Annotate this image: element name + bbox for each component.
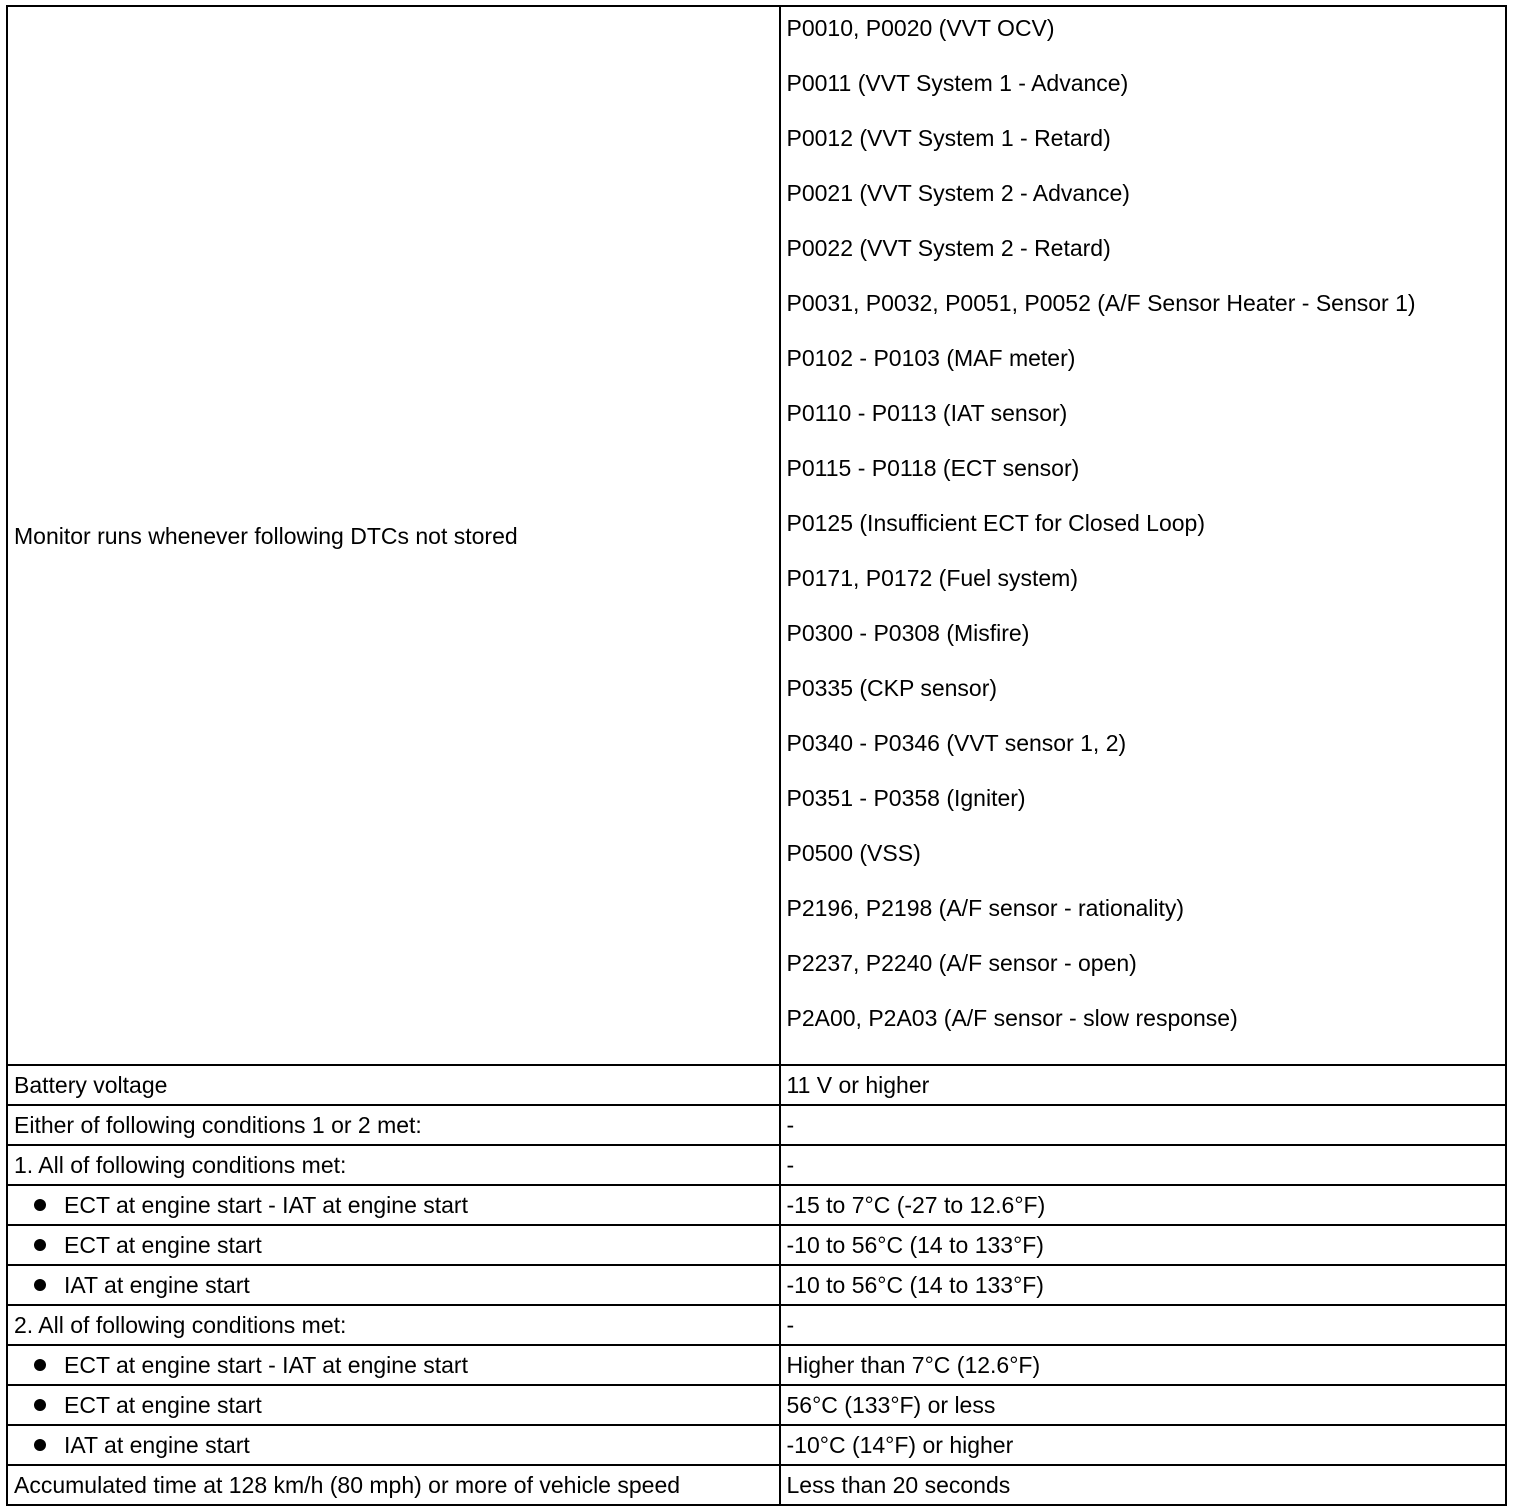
condition-value: -10°C (14°F) or higher xyxy=(780,1425,1507,1465)
table-row xyxy=(7,1145,1506,1185)
dtc-item: P2237, P2240 (A/F sensor - open) xyxy=(786,950,1137,976)
dtc-item: P0010, P0020 (VVT OCV) xyxy=(786,15,1055,41)
bullet-icon xyxy=(34,1399,46,1411)
dtc-item: P0115 - P0118 (ECT sensor) xyxy=(786,455,1080,481)
table-row xyxy=(7,1265,1506,1305)
condition-label: ECT at engine start - IAT at engine start xyxy=(64,1192,468,1218)
condition-label: ECT at engine start xyxy=(64,1392,262,1418)
condition-label: IAT at engine start xyxy=(64,1432,250,1458)
dtc-item: P0102 - P0103 (MAF meter) xyxy=(786,345,1076,371)
condition-value: -15 to 7°C (-27 to 12.6°F) xyxy=(780,1185,1507,1225)
condition-value: - xyxy=(780,1305,1507,1345)
table-row xyxy=(7,1425,1506,1465)
condition-value: -10 to 56°C (14 to 133°F) xyxy=(780,1265,1507,1305)
condition-cell xyxy=(7,1385,780,1425)
dtc-item: P0300 - P0308 (Misfire) xyxy=(786,620,1030,646)
dtc-item: P0500 (VSS) xyxy=(786,840,921,866)
dtc-item: P0351 - P0358 (Igniter) xyxy=(786,785,1026,811)
table-row xyxy=(7,1185,1506,1225)
table-row xyxy=(7,1305,1506,1345)
dtc-item: P0031, P0032, P0051, P0052 (A/F Sensor Heater - Sensor 1) xyxy=(786,290,1416,316)
dtc-item: P2A00, P2A03 (A/F sensor - slow response) xyxy=(786,1005,1238,1031)
condition-cell xyxy=(7,1185,780,1225)
bullet-icon xyxy=(34,1439,46,1451)
condition-label: 2. All of following conditions met: xyxy=(7,1305,780,1345)
dtc-item: P0171, P0172 (Fuel system) xyxy=(786,565,1078,591)
condition-cell xyxy=(7,1345,780,1385)
conditions-table xyxy=(6,5,1507,1506)
condition-value: 11 V or higher xyxy=(780,1065,1507,1105)
condition-cell xyxy=(7,1425,780,1465)
condition-cell xyxy=(7,1225,780,1265)
condition-value: - xyxy=(780,1145,1507,1185)
dtc-item: P2196, P2198 (A/F sensor - rationality) xyxy=(786,895,1185,921)
table-row xyxy=(7,1385,1506,1425)
condition-value: - xyxy=(780,1105,1507,1145)
condition-label: ECT at engine start - IAT at engine start xyxy=(64,1352,468,1378)
condition-value: -10 to 56°C (14 to 133°F) xyxy=(780,1225,1507,1265)
dtc-list xyxy=(787,15,1506,1031)
dtc-item: P0110 - P0113 (IAT sensor) xyxy=(786,400,1068,426)
dtc-item: P0011 (VVT System 1 - Advance) xyxy=(786,70,1129,96)
dtc-list-cell xyxy=(780,6,1507,1065)
condition-value: Higher than 7°C (12.6°F) xyxy=(780,1345,1507,1385)
condition-label: IAT at engine start xyxy=(64,1272,250,1298)
bullet-icon xyxy=(34,1279,46,1291)
table-row xyxy=(7,1105,1506,1145)
dtc-item: P0335 (CKP sensor) xyxy=(786,675,998,701)
condition-value: 56°C (133°F) or less xyxy=(780,1385,1507,1425)
condition-value: Less than 20 seconds xyxy=(780,1465,1507,1505)
monitor-label: Monitor runs whenever following DTCs not stored xyxy=(7,6,780,1065)
dtc-item: P0021 (VVT System 2 - Advance) xyxy=(786,180,1130,206)
condition-label: Battery voltage xyxy=(7,1065,780,1105)
bullet-icon xyxy=(34,1359,46,1371)
dtc-item: P0340 - P0346 (VVT sensor 1, 2) xyxy=(786,730,1127,756)
condition-cell xyxy=(7,1265,780,1305)
bullet-icon xyxy=(34,1199,46,1211)
dtc-item: P0012 (VVT System 1 - Retard) xyxy=(786,125,1111,151)
dtc-item: P0125 (Insufficient ECT for Closed Loop) xyxy=(786,510,1205,536)
monitor-row xyxy=(7,6,1506,1065)
table-row xyxy=(7,1225,1506,1265)
condition-label: 1. All of following conditions met: xyxy=(7,1145,780,1185)
condition-label: ECT at engine start xyxy=(64,1232,262,1258)
table-row xyxy=(7,1465,1506,1505)
condition-label: Accumulated time at 128 km/h (80 mph) or more of vehicle speed xyxy=(7,1465,780,1505)
bullet-icon xyxy=(34,1239,46,1251)
condition-label: Either of following conditions 1 or 2 met: xyxy=(7,1105,780,1145)
table-row xyxy=(7,1065,1506,1105)
table-row xyxy=(7,1345,1506,1385)
dtc-item: P0022 (VVT System 2 - Retard) xyxy=(786,235,1111,261)
